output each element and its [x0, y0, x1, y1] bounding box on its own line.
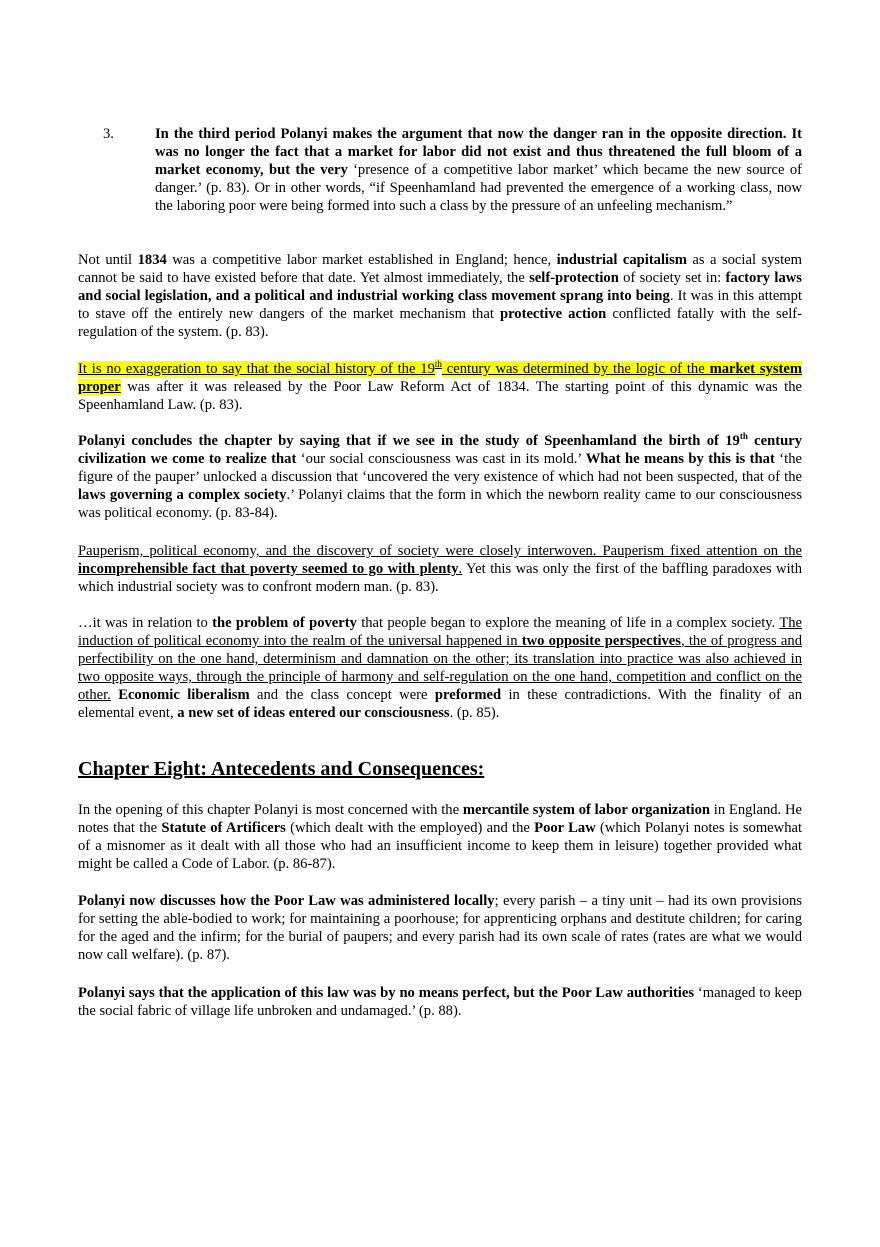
paragraph-poor-law-application: Polanyi says that the application of this law was by no means perfect, but the Poor Law authorities ‘managed to keep the social fabric of village life unbroken and undamaged.’ (p. 88).	[78, 985, 802, 1019]
item-number: 3.	[103, 126, 114, 142]
highlighted-text: It is no exaggeration to say that the social history of the 19	[78, 361, 435, 377]
paragraph-1834-labor-market: Not until 1834 was a competitive labor market established in England; hence, industrial capitalism as a social system cannot be said to have existed before that date. Yet almost immediately, the self-protection of society set in: factory laws and social legislation, and a political and industrial working class movement sprang into being. It was in this attempt to stave off the entirely new dangers of the market mechanism that protective action conflicted fatally with the self-regulation of the system. (p. 83).	[78, 252, 803, 340]
paragraph-mercantile-system: In the opening of this chapter Polanyi is most concerned with the mercantile system of labor organization in England. He notes that the Statute of Artificers (which dealt with the employed) and the Poor Law (which Polanyi notes is somewhat of a misnomer as it dealt with all those who had an insufficient income to keep them in leisure) together provided what might be called a Code of Labor. (p. 86-87).	[78, 802, 803, 872]
paragraph-poor-law-administration: Polanyi now discusses how the Poor Law was administered locally; every parish – a tiny unit – had its own provisions for setting the able-bodied to work; for maintaining a poorhouse; for apprenticing orphans and destitute children; for caring for the aged and the infirm; for the burial of paupers; and every parish had its own scale of rates (rates are what we would now call welfare). (p. 87).	[78, 893, 802, 963]
paragraph-chapter-conclusion: Polanyi concludes the chapter by saying that if we see in the study of Speenhamland the birth of 19th century civilization we come to realize that ‘our social consciousness was cast in its mold.’ What he means by this is that ‘the figure of the pauper’ unlocked a discussion that ‘uncovered the very existence of which had not been suspected, that of the laws governing a complex society.’ Polanyi claims that the form in which the newborn reality came to our consciousness was political economy. (p. 83-84).	[78, 431, 802, 521]
chapter-heading: Chapter Eight: Antecedents and Consequences:	[78, 758, 485, 780]
paragraph-pauperism: Pauperism, political economy, and the discovery of society were closely interwoven. Pauperism fixed attention on the incomprehensible fact that poverty seemed to go with plenty. Yet this was only the first of the baffling paradoxes with which industrial society was to confront modern man. (p. 83).	[78, 543, 803, 595]
item-3-text: In the third period Polanyi makes the argument that now the danger ran in the opposite direction. It was no longer the fact that a market for labor did not exist and thus threatened the full bloom of a market economy, but the very ‘presence of a competitive labor market’ which became the new source of danger.’ (p. 83). Or in other words, “if Speenhamland had prevented the emergence of a working class, now the laboring poor were being formed into such a class by the pressure of an unfeeling mechanism.”	[155, 126, 802, 214]
paragraph-highlighted-quote: It is no exaggeration to say that the social history of the 19th century was determined by the logic of the market system proper was after it was released by the Poor Law Reform Act of 1834. The starting point of this dynamic was the Speenhamland Law. (p. 83).	[78, 359, 802, 413]
paragraph-problem-of-poverty: …it was in relation to the problem of poverty that people began to explore the meaning of life in a complex society. The induction of political economy into the realm of the universal happened in two opposite perspectives, the of progress and perfectibility on the one hand, determinism and damnation on the other; its translation into practice was also achieved in two opposite ways, through the principle of harmony and self-regulation on the one hand, competition and conflict on the other. Economic liberalism and the class concept were preformed in these contradictions. With the finality of an elemental event, a new set of ideas entered our consciousness. (p. 85).	[78, 615, 803, 721]
numbered-item-3	[103, 125, 802, 215]
